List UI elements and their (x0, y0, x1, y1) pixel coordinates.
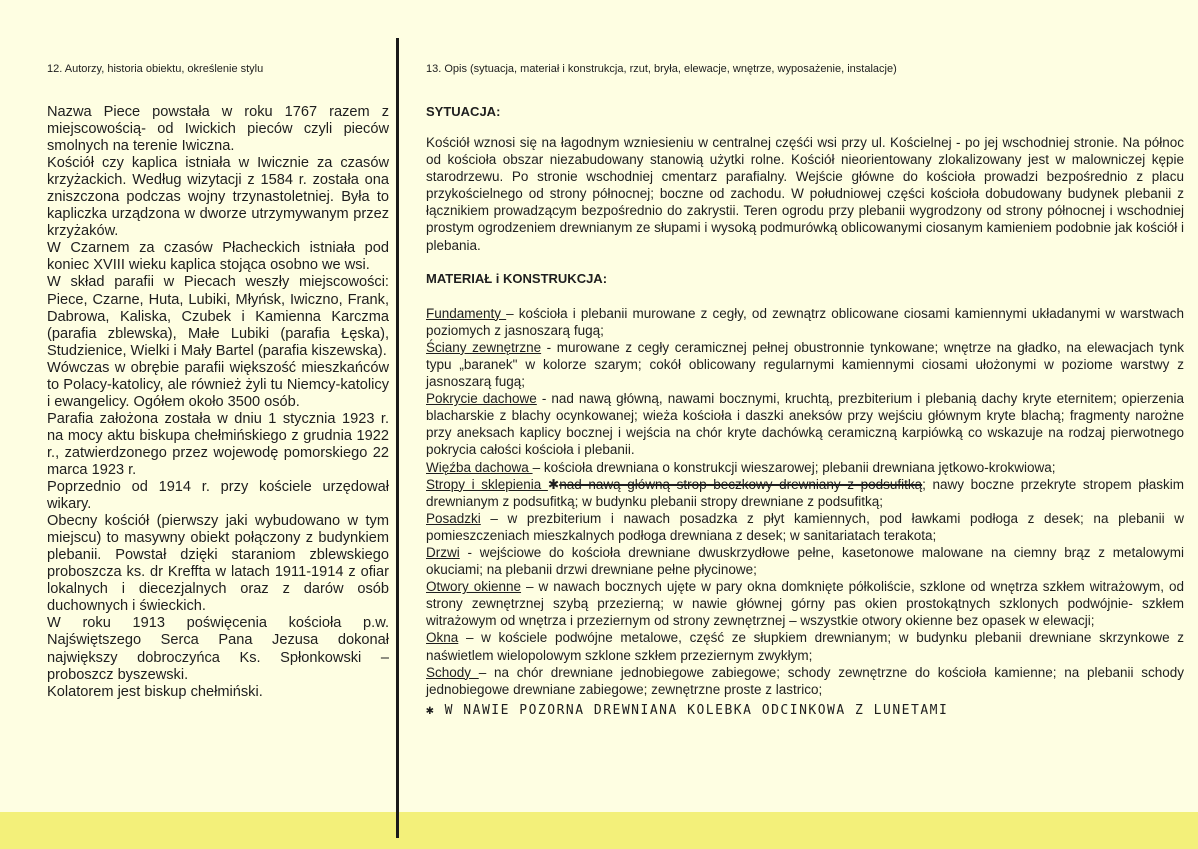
left-column (47, 62, 389, 701)
item-text: – na chór drewniane jednobiegowe zabiegowe; schody zewnętrzne do kościoła kamienne; na plebanii schody jednobiegowe drewniane zabiegowe; zewnętrzne proste z lastrico; (426, 664, 1184, 697)
construction-item-wiezba (426, 459, 1184, 476)
construction-item-fundamenty (426, 305, 1184, 339)
right-column (426, 62, 1184, 720)
history-paragraph: Kościół czy kaplica istniała w Iwicznie za czasów krzyżackich. Według wizytacji z 1584 r. została ona zniszczona podczas wojny trzynastoletniej. Była to kapliczka urządzona w dworze utrzymywanym przez krzyżaków. (47, 155, 389, 240)
asterisk-mark: ✱ (547, 476, 560, 492)
history-paragraph: Poprzednio od 1914 r. przy kościele urzędował wikary. (47, 479, 389, 513)
item-text: – kościoła drewniana o konstrukcji wieszarowej; plebanii drewniana jętkowo-krokwiowa; (532, 459, 1056, 475)
struck-text: nad nawą główną strop beczkowy drewniany z podsufitką (559, 476, 923, 492)
construction-item-posadzki (426, 510, 1184, 544)
item-text: – kościoła i plebanii murowane z cegły, od zewnątrz oblicowane ciosami kamiennymi układanymi w warstwach poziomych z jasnoszarą fugą; (426, 305, 1184, 338)
item-label: Więźba dachowa (426, 459, 533, 475)
history-paragraph: Wówczas w obrębie parafii większość mieszkańców to Polacy-katolicy, ale również żyli tu Niemcy-katolicy i ewangelicy. Ogółem około 3500 osób. (47, 359, 389, 410)
column-divider (396, 38, 399, 838)
section-13-header: 13. Opis (sytuacja, materiał i konstrukcja, rzut, bryła, elewacje, wnętrze, wyposażenie, instalacje) (426, 63, 897, 75)
history-paragraph: Nazwa Piece powstała w roku 1767 razem z miejscowością- od Iwickich pieców czyli pieców smolnych na terenie Iwiczna. (47, 104, 389, 155)
construction-item-pokrycie (426, 390, 1184, 458)
item-text: - nad nawą główną, nawami bocznymi, kruchtą, prezbiterium i plebanią dachy kryte eternitem; opierzenia blacharskie z blachy ocynkowanej; wieża kościoła i daszki aneksów przy wejściu głównym kryte blachą; fragmenty narożne przy aneksach kaplicy bocznej i wejścia na chór kryte dachówką ceramiczną karpiówką co wskazuje na rodzaj pierwotnego pokrycia całości kościoła i plebanii. (426, 391, 1184, 458)
construction-item-stropy (426, 476, 1184, 510)
item-label: Fundamenty (426, 305, 507, 321)
item-label: Ściany zewnętrzne (426, 339, 542, 355)
history-paragraph: W Czarnem za czasów Płacheckich istniała pod koniec XVIII wieku kaplica stojąca osobno we wsi. (47, 240, 389, 274)
item-text: - murowane z cegły ceramicznej pełnej obustronnie tynkowane; wnętrze na gładko, na elewacjach tynk typu „baranek" w kolorze szarym; cokół oblicowany regularnymi kamiennymi ciosami ułożonymi w poziome warstwy z jasnoszarą fugą; (426, 339, 1184, 390)
item-text: – w prezbiterium i nawach posadzka z płyt kamiennych, pod ławkami podłoga z desek; na plebanii w pomieszczeniach mieszkalnych podłoga drewniana z desek; w sanitariatach terakota; (426, 510, 1184, 543)
item-text: ; nawy boczne przekryte stropem płaskim drewnianym z podsufitką; w budynku plebanii stropy drewniane z podsufitką; (426, 476, 1184, 509)
section-12-header: 12. Autorzy, historia obiektu, określenie stylu (47, 63, 264, 75)
sytuacja-heading: SYTUACJA: (426, 104, 501, 119)
history-paragraph: W roku 1913 poświęcenia kościoła p.w. Najświętszego Serca Pana Jezusa dokonał największy dobroczyńca Ks. Spłonkowski – proboszcz byszewski. (47, 615, 389, 683)
material-heading: MATERIAŁ i KONSTRUKCJA: (426, 270, 608, 286)
history-text (47, 104, 389, 701)
construction-item-sciany (426, 339, 1184, 390)
item-label: Schody (426, 664, 479, 680)
item-text: – w nawach bocznych ujęte w pary okna domknięte półkoliście, szklone od wnętrza szkłem witrażowym, od strony zewnętrznej szybą przezierną; w nawie głównej górny pas okien prostokątnych szklonych podwójnie- szkłem witrażowym od wnętrza i przeziernym od strony zewnętrznej – wszystkie otwory okienne bez opasek w elewacji; (426, 579, 1185, 629)
item-label: Posadzki (426, 510, 481, 526)
item-label: Stropy i sklepienia (426, 476, 548, 492)
item-label: Drzwi (426, 544, 460, 560)
sytuacja-text: Kościół wznosi się na łagodnym wzniesieniu w centralnej częśći wsi przy ul. Kościelnej - po jej wschodniej stronie. Na północ od kościoła obszar niezabudowany stanowią użytki rolne. Kościół nieorientowany zlokalizowany jest w malowniczej kępie starodrzewu. Po stronie wschodniej cmentarz parafialny. Wejście główne do kościoła prowadzi bezpośrednio z placu przykościelnego od strony północnej; boczne od zachodu. W południowej części kościoła dobudowany budynek plebanii z łącznikiem prowadzącym bezpośrednio do zakrystii. Teren ogrodu przy plebanii wygrodzony od strony północnej i wschodniej prostym ogrodzeniem drewnianym ze słupami i wysoką podmurówką oblicowanymi ciosanym kamieniem podobnie jak kościół i plebania. (426, 135, 1184, 253)
handwritten-note: ✱ W NAWIE POZORNA DREWNIANA KOLEBKA ODCINKOWA Z LUNETAMI (426, 702, 949, 718)
history-paragraph: Obecny kościół (pierwszy jaki wybudowano w tym miejscu) to masywny obiekt połączony z budynkiem plebanii. Powstał dzięki staraniom zblewskiego proboszcza ks. dr Kreffta w latach 1911-1914 z ofiar lokalnych i diecezjalnych oraz z darów osób duchownych i świeckich. (47, 513, 389, 615)
item-label: Otwory okienne (426, 579, 522, 595)
item-text: – w kościele podwójne metalowe, część ze słupkiem drewnianym; w budynku plebanii drewniane skrzynkowe z naświetlem wielopolowym szklone szkłem przeziernym zwykłym; (426, 630, 1184, 663)
construction-item-otwory (426, 578, 1184, 629)
item-label: Okna (426, 630, 459, 646)
item-label: Pokrycie dachowe (426, 391, 537, 407)
construction-item-okna (426, 629, 1184, 663)
item-text: - wejściowe do kościoła drewniane dwuskrzydłowe pełne, kasetonowe malowane na ciemny brąz z metalowymi okuciami; na plebanii drzwi drewniane pełne płycinowe; (426, 544, 1184, 578)
history-paragraph: Kolatorem jest biskup chełmiński. (47, 683, 263, 700)
history-paragraph: W skład parafii w Piecach weszły miejscowości: Piece, Czarne, Huta, Lubiki, Młyńsk, Iwiczno, Frank, Dabrowa, Kaliska, Czubek i Kamienna Karczma (parafia zblewska), Małe Lubiki (parafia Łęska), Studzienice, Wielki i Mały Bartel (parafia kiszewska). (47, 274, 389, 359)
construction-item-drzwi (426, 544, 1184, 578)
history-paragraph: Parafia założona została w dniu 1 stycznia 1923 r. na mocy aktu biskupa chełmińskiego z grudnia 1922 r., zatwierdzonego przez wojewodę pomorskiego 22 marca 1923 r. (47, 410, 389, 478)
bottom-scan-band (0, 812, 1198, 849)
construction-item-schody (426, 664, 1184, 698)
